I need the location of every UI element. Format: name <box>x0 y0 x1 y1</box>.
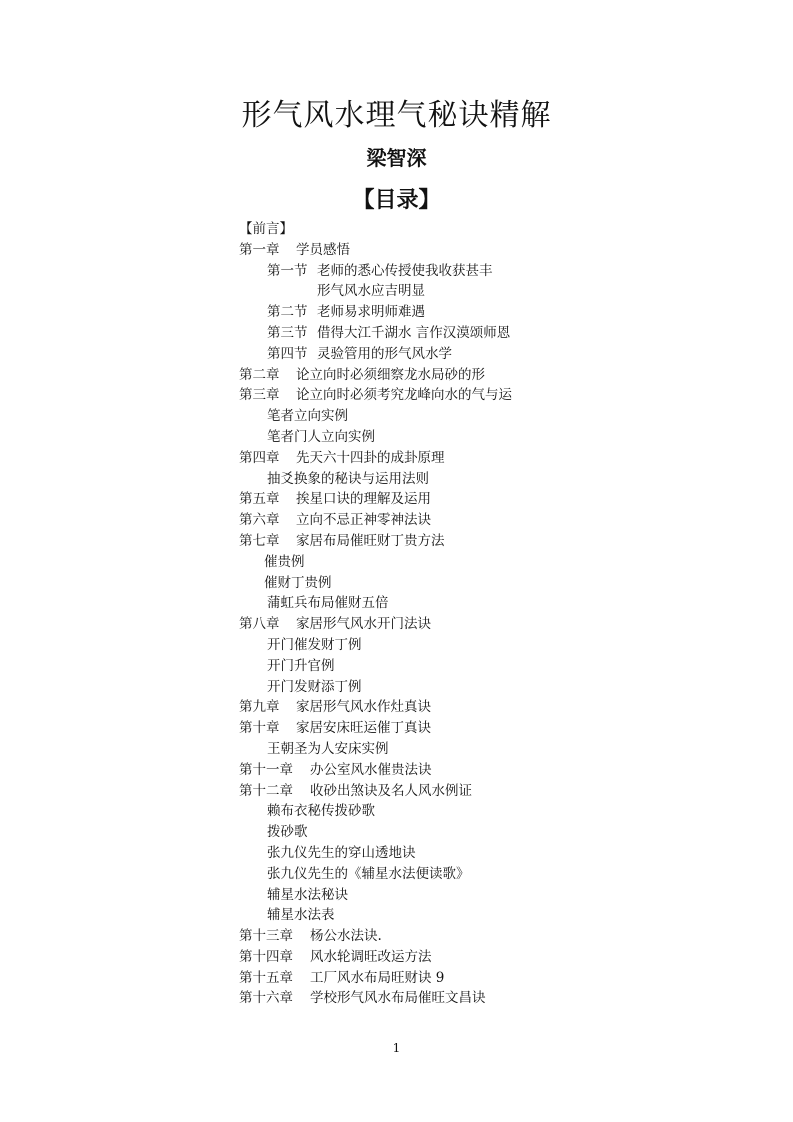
toc-entry <box>239 323 569 344</box>
toc-entry-number: 第六章 <box>239 512 280 529</box>
toc-entry-text: 立向不忌正神零神法诀 <box>296 512 431 529</box>
toc-entry-number: 第五章 <box>239 491 280 508</box>
toc-entry <box>239 968 569 989</box>
toc-entry <box>239 926 569 947</box>
toc-entry-text: 张九仪先生的《辅星水法便读歌》 <box>267 865 470 882</box>
toc-entry-text: 笔者门人立向实例 <box>267 428 375 445</box>
toc-entry-number: 第二章 <box>239 366 280 383</box>
toc-entry <box>239 905 569 926</box>
toc-entry-number: 第一节 <box>267 262 308 279</box>
toc-entry <box>239 469 569 490</box>
toc-entry-text: 借得大江千湖水 言作汉漠颂师恩 <box>317 324 511 341</box>
toc-entry <box>239 697 569 718</box>
toc-entry-text: 老师的悉心传授使我收获甚丰 <box>317 262 493 279</box>
toc-entry <box>239 448 569 469</box>
toc-heading: 【目录】 <box>352 188 441 213</box>
toc-entry <box>239 843 569 864</box>
toc-entry-number: 第十二章 <box>239 782 293 799</box>
toc-entry-text: 蒲虹兵布局催财五倍 <box>267 595 389 612</box>
toc-entry-text: 催财丁贵例 <box>264 574 332 591</box>
toc-entry-number: 第十五章 <box>239 969 293 986</box>
toc-entry-text: 灵验管用的形气风水学 <box>317 345 452 362</box>
toc-entry <box>239 573 569 594</box>
toc-entry <box>239 302 569 323</box>
author-name: 梁智深 <box>366 146 427 170</box>
toc-entry-text: 【前言】 <box>239 221 293 237</box>
toc-entry-number: 第十一章 <box>239 761 293 778</box>
toc-entry <box>239 635 569 656</box>
toc-entry <box>239 760 569 781</box>
toc-entry-text: 先天六十四卦的成卦原理 <box>296 449 445 466</box>
table-of-contents <box>239 219 569 1009</box>
toc-entry-text: 形气风水应吉明显 <box>317 283 425 300</box>
toc-entry <box>239 427 569 448</box>
toc-entry-text: 老师易求明师难遇 <box>317 304 425 321</box>
toc-entry <box>239 885 569 906</box>
toc-entry <box>239 864 569 885</box>
toc-entry-number: 第一章 <box>239 241 280 258</box>
toc-entry <box>239 552 569 573</box>
toc-entry-text: 开门升官例 <box>267 657 335 674</box>
toc-entry <box>239 947 569 968</box>
toc-entry-text: 辅星水法表 <box>267 907 335 924</box>
toc-entry <box>239 240 569 261</box>
toc-entry-text: 辅星水法秘诀 <box>267 886 348 903</box>
toc-entry-text: 赖布衣秘传拨砂歌 <box>267 803 375 820</box>
toc-entry <box>239 593 569 614</box>
toc-entry <box>239 781 569 802</box>
toc-entry-number: 第三章 <box>239 387 280 404</box>
toc-entry-text: 学员感悟 <box>296 241 350 258</box>
toc-entry-number: 第四章 <box>239 449 280 466</box>
toc-entry-text: 家居布局催旺财丁贵方法 <box>296 532 445 549</box>
toc-entry-text: 风水轮调旺改运方法 <box>310 948 432 965</box>
toc-entry <box>239 489 569 510</box>
toc-entry-number: 第三节 <box>267 324 308 341</box>
toc-entry <box>239 365 569 386</box>
toc-entry-number: 第十三章 <box>239 928 293 945</box>
toc-entry-text: 催贵例 <box>264 553 305 570</box>
toc-entry <box>239 614 569 635</box>
toc-entry-text: 挨星口诀的理解及运用 <box>296 491 431 508</box>
toc-entry-number: 第九章 <box>239 699 280 716</box>
toc-entry-text: 家居形气风水开门法诀 <box>296 616 431 633</box>
toc-entry-text: 论立向时必须考究龙峰向水的气与运 <box>296 387 512 404</box>
toc-entry-text: 家居形气风水作灶真诀 <box>296 699 431 716</box>
toc-entry <box>239 677 569 698</box>
toc-entry-text: 杨公水法诀. <box>310 928 382 945</box>
toc-entry <box>239 281 569 302</box>
toc-entry-number: 第二节 <box>267 304 308 321</box>
toc-entry <box>239 406 569 427</box>
toc-entry <box>239 656 569 677</box>
toc-entry-text: 工厂风水布局旺财诀 9 <box>310 969 445 986</box>
toc-entry-text: 开门发财添丁例 <box>267 678 362 695</box>
toc-entry <box>239 261 569 282</box>
toc-entry-number: 第十章 <box>239 720 280 737</box>
toc-entry <box>239 739 569 760</box>
toc-entry <box>239 385 569 406</box>
toc-entry <box>239 510 569 531</box>
page-number: 1 <box>392 1041 401 1055</box>
toc-entry-text: 论立向时必须细察龙水局砂的形 <box>296 366 485 383</box>
document-title: 形气风水理气秘诀精解 <box>241 98 552 133</box>
toc-entry <box>239 344 569 365</box>
toc-entry <box>239 219 569 240</box>
toc-entry <box>239 718 569 739</box>
toc-entry-number: 第四节 <box>267 345 308 362</box>
toc-entry-number: 第七章 <box>239 532 280 549</box>
toc-entry-number: 第八章 <box>239 616 280 633</box>
toc-entry-text: 抽爻换象的秘诀与运用法则 <box>267 470 429 487</box>
toc-entry-number: 第十六章 <box>239 990 293 1007</box>
toc-entry-number: 第十四章 <box>239 948 293 965</box>
toc-entry-text: 笔者立向实例 <box>267 408 348 425</box>
toc-entry-text: 收砂出煞诀及名人风水例证 <box>310 782 472 799</box>
toc-entry-text: 学校形气风水布局催旺文昌诀 <box>310 990 486 1007</box>
toc-entry-text: 开门催发财丁例 <box>267 636 362 653</box>
toc-entry <box>239 801 569 822</box>
toc-entry-text: 办公室风水催贵法诀 <box>310 761 432 778</box>
toc-entry <box>239 988 569 1009</box>
toc-entry-text: 张九仪先生的穿山透地诀 <box>267 844 416 861</box>
toc-entry <box>239 531 569 552</box>
toc-entry-text: 家居安床旺运催丁真诀 <box>296 720 431 737</box>
toc-entry-text: 王朝圣为人安床实例 <box>267 740 389 757</box>
toc-entry-text: 拨砂歌 <box>267 824 308 841</box>
toc-entry <box>239 822 569 843</box>
